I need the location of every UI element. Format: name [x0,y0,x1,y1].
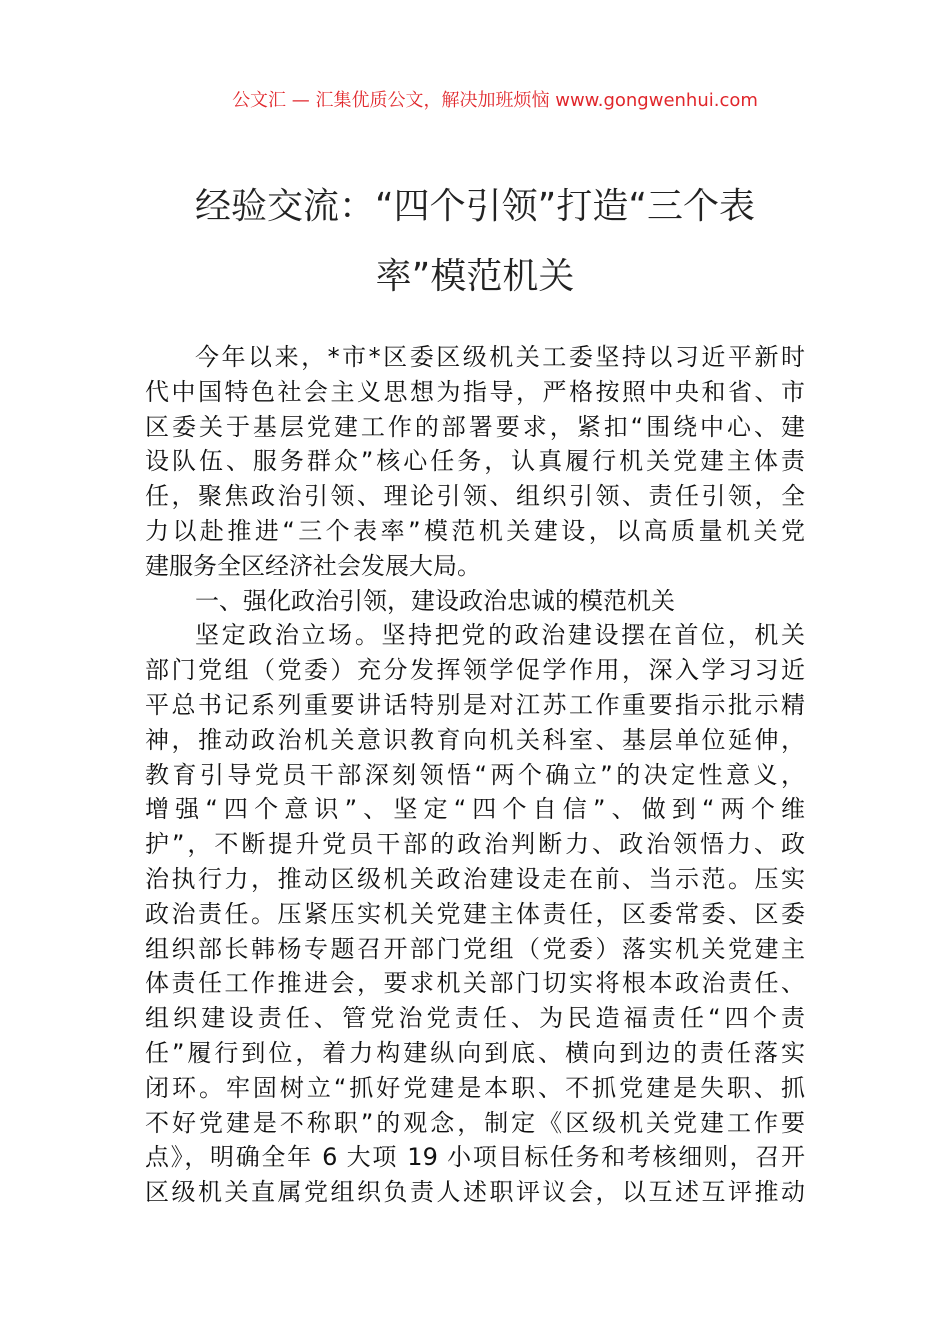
text-line: 治执行力，推动区级机关政治建设走在前、当示范。压实 [145,864,805,893]
text-line: 一、强化政治引领，建设政治忠诚的模范机关 [195,586,675,615]
text-line: 神，推动政治机关意识教育向机关科室、基层单位延伸， [145,725,805,754]
text-line: 区委关于基层党建工作的部署要求，紧扣“围绕中心、建 [145,412,805,441]
text-line: 今年以来，*市*区委区级机关工委坚持以习近平新时 [195,343,805,371]
text-line: 护”，不断提升党员干部的政治判断力、政治领悟力、政 [145,830,805,859]
text-line: 点》，明确全年 6 大项 19 小项目标任务和考核细则，召开 [145,1143,805,1172]
text-line: 坚定政治立场。坚持把党的政治建设摆在首位，机关 [195,621,805,650]
text-line: 设队伍、服务群众”核心任务，认真履行机关党建主体责 [145,447,805,476]
text-line: 组织部长韩杨专题召开部门党组（党委）落实机关党建主 [145,934,805,963]
text-line: 闭环。牢固树立“抓好党建是本职、不抓党建是失职、抓 [145,1073,805,1102]
text-line: 平总书记系列重要讲话特别是对江苏工作重要指示批示精 [145,690,805,719]
text-line: 任”履行到位，着力构建纵向到底、横向到边的责任落实 [145,1038,805,1067]
text-line: 建服务全区经济社会发展大局。 [145,551,481,580]
text-line: 组织建设责任、管党治党责任、为民造福责任“四个责 [145,1004,805,1033]
document-title-line-1: 经验交流：“四个引领”打造“三个表 [195,186,755,227]
text-line: 力以赴推进“三个表率”模范机关建设，以高质量机关党 [145,516,805,545]
text-line: 教育引导党员干部深刻领悟“两个确立”的决定性意义， [145,760,805,789]
document-body [145,340,805,1210]
text-line: 体责任工作推进会，要求机关部门切实将根本政治责任、 [145,969,805,998]
text-line: 政治责任。压紧压实机关党建主体责任，区委常委、区委 [145,899,805,928]
header-watermark: 公文汇 — 汇集优质公文，解决加班烦恼 www.gongwenhui.com [232,90,758,111]
text-line: 代中国特色社会主义思想为指导，严格按照中央和省、市 [145,377,805,406]
text-line: 部门党组（党委）充分发挥领学促学作用，深入学习习近 [145,656,805,685]
text-line: 任，聚焦政治引领、理论引领、组织引领、责任引领，全 [145,482,805,511]
text-line: 增强“四个意识”、坚定“四个自信”、做到“两个维 [145,795,805,824]
text-line: 区级机关直属党组织负责人述职评议会，以互述互评推动 [145,1178,805,1207]
text-line: 不好党建是不称职”的观念，制定《区级机关党建工作要 [145,1108,805,1137]
document-title-line-2: 率”模范机关 [375,256,575,297]
